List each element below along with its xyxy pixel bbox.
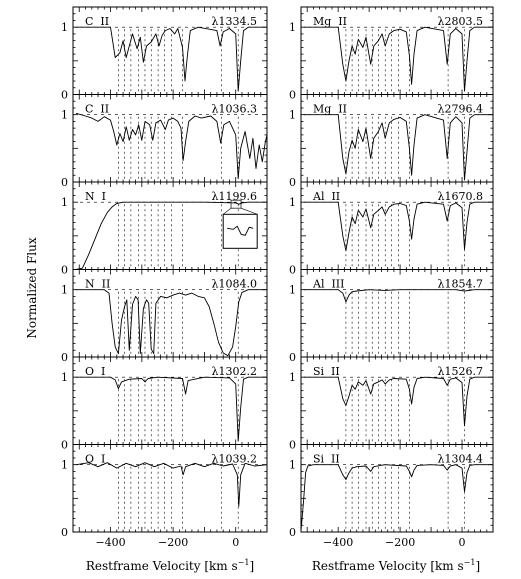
y-tick-label: 0: [289, 88, 296, 102]
y-axis-label-group: [25, 237, 39, 338]
spectrum-panel: [61, 7, 267, 102]
y-tick-label: 1: [61, 371, 68, 385]
ion-label: Al II: [313, 190, 341, 203]
flux-spectrum-line: [76, 27, 267, 91]
zoom-connector: [241, 208, 257, 214]
y-tick-label: 1: [61, 458, 68, 472]
wavelength-label: λ1670.8: [437, 190, 483, 203]
x-axis-label-right: [312, 558, 480, 573]
wavelength-label: λ1304.4: [437, 452, 483, 466]
y-tick-label: 1: [289, 196, 296, 210]
y-tick-label: 1: [61, 196, 68, 210]
wavelength-label: λ1199.6: [211, 190, 257, 203]
wavelength-label: λ1526.7: [437, 365, 483, 378]
y-tick-label: 1: [61, 283, 68, 297]
wavelength-label: λ1084.0: [211, 277, 257, 291]
wavelength-label: λ2803.5: [437, 15, 483, 28]
y-tick-label: 1: [289, 283, 296, 297]
flux-spectrum-line: [76, 377, 267, 441]
spectrum-panel: [289, 357, 493, 452]
ion-label: Si II: [313, 452, 340, 466]
ion-label: Mg II: [313, 102, 347, 116]
x-axis-label-text: [86, 558, 254, 573]
spectrum-panel: [61, 95, 267, 190]
ion-label: O I: [85, 452, 106, 466]
x-axis-label-text: [312, 558, 480, 573]
x-axis-label-superscript: −1: [237, 558, 250, 567]
y-tick-label: 0: [289, 351, 296, 364]
spectrum-panel: [61, 182, 267, 277]
x-axis-label-main: Restframe Velocity [km s: [311, 559, 464, 573]
y-tick-label: 1: [289, 21, 296, 35]
y-tick-label: 1: [289, 458, 296, 472]
flux-spectrum-line: [304, 290, 493, 302]
wavelength-label: λ1036.3: [211, 102, 257, 116]
spectrum-panel: [289, 182, 493, 277]
y-tick-label: 1: [289, 108, 296, 122]
ion-label: N II: [85, 277, 111, 291]
wavelength-label: λ1039.2: [211, 452, 257, 466]
x-tick-label: −400: [323, 536, 354, 549]
ion-label: Al III: [313, 277, 345, 291]
x-axis-label-close: ]: [475, 559, 481, 573]
y-tick-label: 1: [289, 371, 296, 385]
y-tick-label: 0: [61, 176, 68, 189]
spectrum-panel: [289, 270, 493, 365]
flux-spectrum-line: [301, 465, 493, 531]
spectrum-panel: [289, 95, 493, 190]
x-tick-label: 0: [232, 536, 240, 549]
y-axis-label: Normalized Flux: [25, 237, 39, 339]
x-tick-label: 0: [458, 536, 466, 549]
ion-label: C II: [85, 102, 110, 116]
y-tick-label: 0: [61, 351, 68, 364]
y-tick-label: 0: [289, 438, 296, 452]
wavelength-label: λ1302.2: [211, 365, 257, 378]
y-tick-label: 0: [289, 176, 296, 189]
y-tick-label: 0: [61, 526, 68, 539]
flux-spectrum-line: [304, 27, 493, 91]
y-tick-label: 0: [61, 263, 68, 277]
ion-label: N I: [85, 190, 106, 203]
y-tick-label: 0: [289, 526, 296, 539]
x-tick-label: −400: [95, 536, 126, 549]
y-tick-label: 0: [289, 263, 296, 277]
spectrum-panels: [61, 7, 493, 549]
spectrum-panel: [61, 357, 267, 452]
y-tick-label: 1: [61, 108, 68, 122]
x-tick-label: −200: [158, 536, 189, 549]
ion-label: C II: [85, 15, 110, 28]
zoom-connector: [223, 208, 231, 214]
x-axis-label-main: Restframe Velocity [km s: [85, 559, 238, 573]
x-axis-label-superscript: −1: [463, 558, 476, 567]
ion-label: Si II: [313, 365, 340, 378]
y-tick-label: 0: [61, 438, 68, 452]
spectrum-panel: [289, 445, 493, 550]
ion-label: O I: [85, 365, 106, 378]
spectrum-panel: [61, 445, 267, 550]
wavelength-label: λ1854.7: [437, 277, 483, 291]
spectrum-panel: [289, 7, 493, 102]
spectrum-panel: [61, 270, 267, 365]
flux-spectrum-line: [76, 463, 267, 507]
x-axis-label-left: [86, 558, 254, 573]
y-tick-label: 0: [61, 88, 68, 102]
ion-label: Mg II: [313, 15, 347, 28]
wavelength-label: λ2796.4: [437, 102, 483, 116]
y-tick-label: 1: [61, 21, 68, 35]
wavelength-label: λ1334.5: [211, 15, 257, 28]
x-axis-label-close: ]: [249, 559, 255, 573]
x-tick-label: −200: [384, 536, 416, 549]
